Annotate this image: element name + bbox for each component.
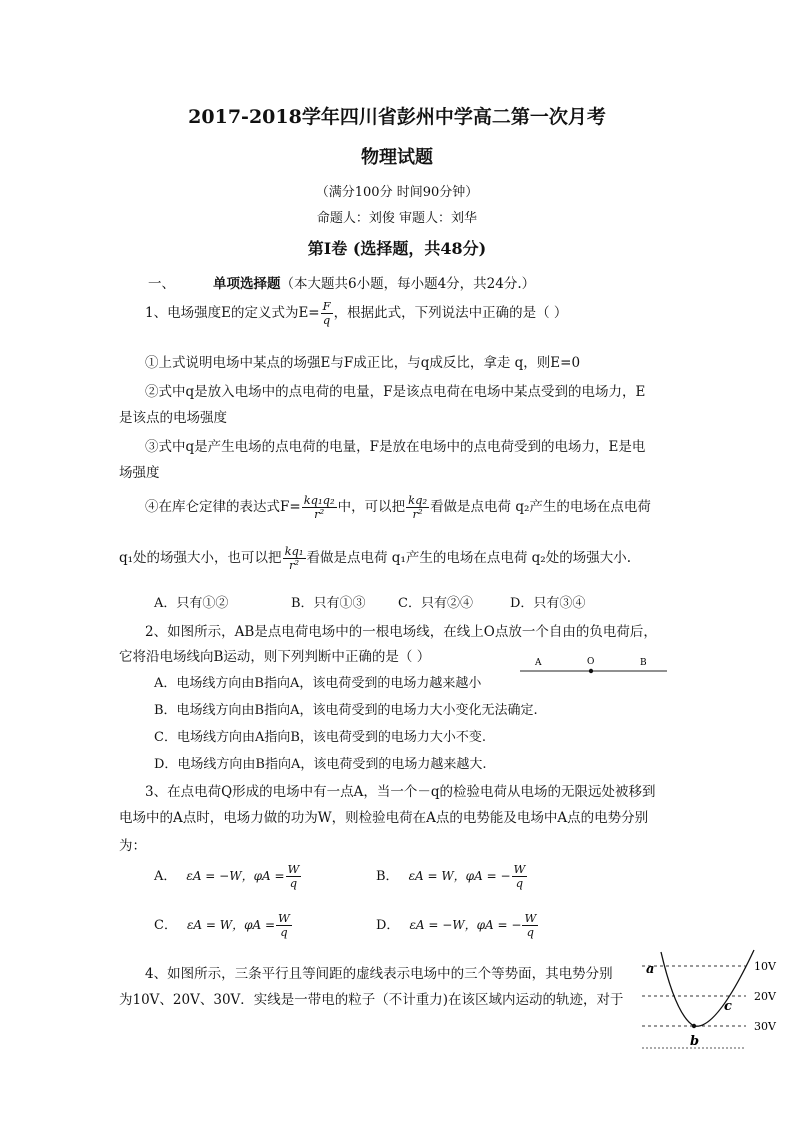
q3-b-fraction: $\frac{W}{q}$ [513, 862, 526, 890]
field-q2-fraction: $\frac{\text{kq₂}}{\text{r²}}$ [408, 493, 428, 521]
part-heading: 第Ⅰ卷 (选择题，共48分) [307, 239, 487, 258]
point-o-label: O [587, 657, 595, 667]
point-a-label: A [535, 658, 542, 668]
q3-stem-line2: 电场中的A点时，电场力做的功为W，则检验电荷在A点的电势能及电场中A点的电势分别 [119, 810, 649, 826]
section-heading [148, 272, 535, 292]
q3-option-b: B． εA = W，φA = − $\frac{W}{q}$ [376, 862, 526, 890]
label-30v: 30V [754, 1020, 776, 1033]
field-q1-fraction: $\frac{\text{kq₁}}{\text{r²}}$ [284, 544, 304, 572]
q3-stem-line1: 3、在点电荷Q形成的电场中有一点A，当一个－q的检验电荷从电场的无限远处被移到 [145, 784, 656, 800]
document-subtitle: 物理试题 [361, 147, 433, 168]
q1-statement-3-line1: ③式中q是产生电场的点电荷的电量，F是放在电场中的点电荷受到的电场力，E是电 [145, 439, 646, 455]
section-title: 单项选择题 [213, 276, 281, 292]
q3-d-fraction: $\frac{W}{q}$ [524, 911, 537, 939]
point-o-dot [589, 669, 593, 673]
point-c-label: c [724, 999, 732, 1014]
q4-stem-line2: 为10V、20V、30V．实线是一带电的粒子（不计重力)在该区域内运动的轨迹，对于 [119, 992, 624, 1008]
q1-statement-3-line2: 场强度 [119, 465, 160, 481]
particle-trajectory [661, 950, 754, 1026]
exam-authors: 命题人：刘俊 审题人：刘华 [316, 211, 478, 226]
q4-stem-line1: 4、如图所示，三条平行且等间距的虚线表示电场中的三个等势面，其电势分别 [145, 966, 613, 982]
point-b-label: B [640, 658, 647, 668]
label-20v: 20V [754, 990, 776, 1003]
q1-statement-2-line1: ②式中q是放入电场中的点电荷的电量，F是该点电荷在电场中某点受到的电场力，E [145, 384, 646, 400]
q2-option-d: D．电场线方向由B指向A，该电荷受到的电场力越来越大. [154, 757, 487, 772]
point-b-dot [692, 1024, 696, 1028]
q2-option-c: C．电场线方向由A指向B，该电荷受到的电场力大小不变. [154, 730, 487, 745]
equipotential-figure [636, 946, 786, 1054]
section-desc: （本大题共6小题，每小题4分，共24分.） [280, 276, 536, 292]
q3-c-fraction: $\frac{W}{q}$ [278, 911, 290, 939]
section-number: 一、 [148, 276, 175, 292]
q1-option-b: B．只有①③ [291, 596, 366, 611]
q1-option-c: C．只有②④ [398, 596, 473, 611]
q2-stem-line2: 它将沿电场线向B运动，则下列判断中正确的是（ ） [119, 649, 431, 665]
q1-statement-1: ①上式说明电场中某点的场强E与F成正比，与q成反比，拿走 q，则E=0 [145, 355, 581, 371]
field-line-figure [515, 654, 675, 680]
coulomb-formula-fraction: $\frac{\text{kq₁q₂}}{\text{r²}}$ [303, 493, 335, 521]
label-10v: 10V [754, 960, 776, 973]
point-a-label: a [646, 962, 655, 977]
q2-option-b: B．电场线方向由B指向A，该电荷受到的电场力大小变化无法确定. [154, 703, 538, 718]
q1-stem: 1、电场强度E的定义式为E= $\frac{F}{q}$ ，根据此式，下列说法中正确的是（ ） [145, 299, 568, 327]
q1-statement-4-line1: ④在库仑定律的表达式F= $\frac{\text{kq₁q₂}}{\text{r²}}$ 中，可以把 $\frac{\text{kq₂}}{\text{r²}}$ 看做是点电荷 q₂产生的电场在点电荷 [145, 493, 651, 521]
document-title: 2017-2018学年四川省彭州中学高二第一次月考 [188, 106, 606, 128]
point-b-label: b [690, 1034, 700, 1049]
q3-stem-line3: 为： [119, 838, 146, 854]
q3-option-c: C． εA = W，φA = $\frac{W}{q}$ [154, 911, 290, 939]
q1-formula-fraction: $\frac{F}{q}$ [322, 299, 331, 327]
q2-stem-line1: 2、如图所示，AB是点电荷电场中的一根电场线，在线上O点放一个自由的负电荷后， [145, 624, 657, 640]
q3-option-a: A． εA = −W，φA = $\frac{W}{q}$ [154, 862, 300, 890]
q1-statement-2-line2: 是该点的电场强度 [119, 410, 227, 426]
q3-option-d: D． εA = −W，φA = − $\frac{W}{q}$ [376, 911, 537, 939]
q1-statement-4-line2: q₁处的场强大小，也可以把 $\frac{\text{kq₁}}{\text{r²}}$ 看做是点电荷 q₁产生的电场在点电荷 q₂处的场强大小. [119, 544, 631, 572]
exam-meta: （满分100分 时间90分钟） [315, 185, 479, 200]
q3-a-fraction: $\frac{W}{q}$ [287, 862, 300, 890]
q1-option-a: A．只有①② [154, 596, 229, 611]
q1-option-d: D．只有③④ [510, 596, 586, 611]
q2-option-a: A．电场线方向由B指向A，该电荷受到的电场力越来越小 [154, 676, 482, 691]
